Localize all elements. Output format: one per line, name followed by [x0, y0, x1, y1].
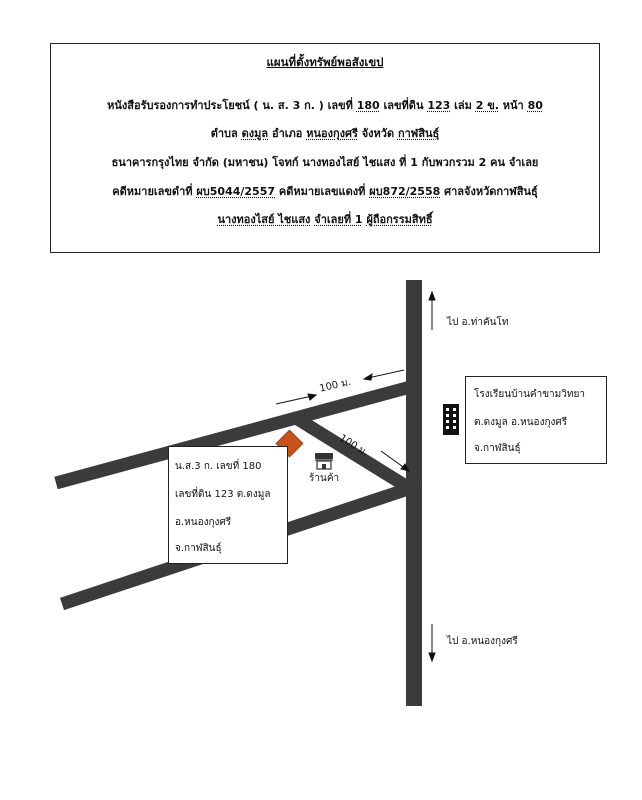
distance-arrow-upper-left	[276, 396, 312, 404]
school-info-box	[465, 376, 607, 464]
school-district: ต.ดงมูล อ.หนองกุงศรี	[474, 417, 568, 428]
subdistrict: ดงมูล	[241, 127, 269, 140]
book-number: 2 ข.	[475, 99, 499, 112]
school-province: จ.กาฬสินธุ์	[474, 443, 521, 454]
plot-land-number: เลขที่ดิน 123 ต.ดงมูล	[175, 489, 271, 500]
plot-doc-number: น.ส.3 ก. เลขที่ 180	[175, 461, 262, 472]
location-line: ตำบล ดงมูล อำเภอ หนองกุงศรี จังหวัด กาฬสินธุ์	[210, 127, 440, 140]
shop-icon	[315, 453, 333, 469]
plot-province: จ.กาฬสินธุ์	[175, 543, 222, 554]
province: กาฬสินธุ์	[397, 127, 440, 140]
distance-lower-label: 100 ม.	[337, 432, 371, 460]
north-destination-label: ไป อ.ท่าคันโท	[447, 317, 509, 328]
case-number-line: คดีหมายเลขดำที่ ผบ5044/2557 คดีหมายเลขแดงที่ ผบ872/2558 ศาลจังหวัดกาฬสินธุ์	[112, 185, 538, 198]
distance-arrow-upper-right	[368, 370, 404, 378]
map-title: แผนที่ตั้งทรัพย์พอสังเขป	[266, 55, 384, 69]
owner-name: นางทองไสย์ ไชแสง	[217, 213, 311, 226]
black-case-number: ผบ5044/2557	[196, 185, 276, 198]
title-deed-line: หนังสือรับรองการทำประโยชน์ ( น. ส. 3 ก. ) เลขที่ 180 เลขที่ดิน 123 เล่ม 2 ข. หน้า 80	[107, 99, 543, 112]
school-name: โรงเรียนบ้านคำขามวิทยา	[474, 389, 585, 400]
district: หนองกุงศรี	[306, 127, 358, 140]
page-number: 80	[527, 99, 543, 112]
plot-district: อ.หนองกุงศรี	[175, 517, 232, 528]
doc-number: 180	[356, 99, 380, 112]
plot-info-box	[168, 446, 288, 564]
parties-line: ธนาคารกรุงไทย จำกัด (มหาชน) โจทก์ นางทองไสย์ ไชแสง ที่ 1 กับพวกรวม 2 คน จำเลย	[111, 156, 539, 169]
land-number: 123	[427, 99, 451, 112]
shop-label: ร้านค้า	[309, 473, 340, 484]
south-destination-label: ไป อ.หนองกุงศรี	[447, 636, 518, 647]
distance-upper-label: 100 ม.	[318, 376, 353, 395]
owner-role: ผู้ถือกรรมสิทธิ์	[366, 213, 433, 226]
building-icon	[443, 404, 459, 435]
red-case-number: ผบ872/2558	[369, 185, 441, 198]
defendant-number: จำเลยที่ 1	[314, 213, 363, 226]
